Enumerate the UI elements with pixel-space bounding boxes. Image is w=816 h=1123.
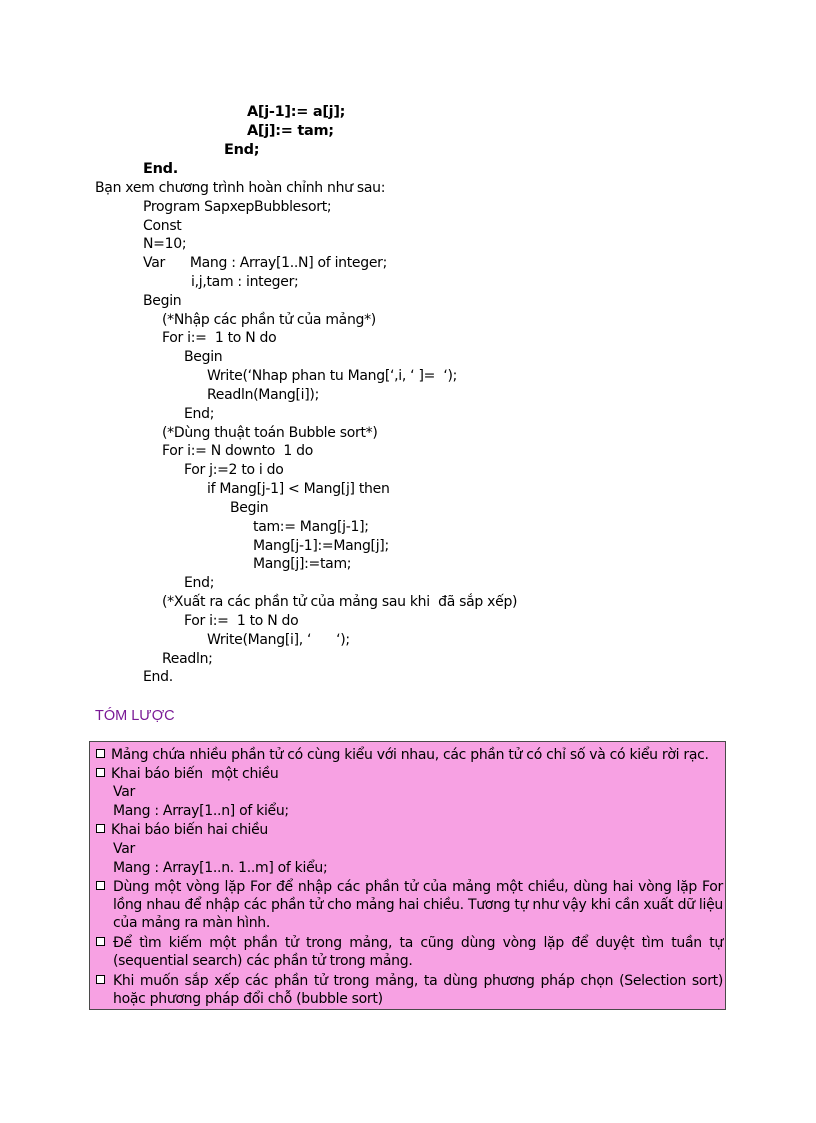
code-line: Write(‘Nhap phan tu Mang[‘,i, ‘ ]= ‘); <box>207 368 458 384</box>
code-line: tam:= Mang[j-1]; <box>253 519 369 535</box>
summary-item-text: Để tìm kiếm một phần tử trong mảng, ta cũng dùng vòng lặp để duyệt tìm tuần tự (sequential search) các phần tử trong mảng. <box>113 935 723 969</box>
code-line: For i:= N downto 1 do <box>162 443 313 459</box>
code-line: Begin <box>184 349 223 365</box>
code-line: End. <box>143 669 173 685</box>
code-comment: (*Dùng thuật toán Bubble sort*) <box>162 425 378 441</box>
summary-item-text: Dùng một vòng lặp For để nhập các phần tử của mảng một chiều, dùng hai vòng lặp For lồng nhau để nhập các phần tử cho mảng hai chiều. Tương tự như vậy khi cần xuất dữ liệu của mảng ra màn hình. <box>113 879 723 931</box>
summary-code: Mang : Array[1..n] of kiểu; <box>113 803 289 819</box>
code-line: Readln; <box>162 651 213 667</box>
checkbox-icon <box>96 768 105 777</box>
summary-item <box>96 878 111 896</box>
summary-item-text: Khi muốn sắp xếp các phần tử trong mảng, ta dùng phương pháp chọn (Selection sort) hoặc phương pháp đổi chỗ (bubble sort) <box>113 973 723 1007</box>
code-line: End; <box>184 575 215 591</box>
summary-heading: TÓM LƯỢC <box>95 708 175 724</box>
intro-text: Bạn xem chương trình hoàn chỉnh như sau: <box>95 180 386 196</box>
code-comment: (*Nhập các phần tử của mảng*) <box>162 312 376 328</box>
code-line: Const <box>143 218 182 234</box>
summary-code: Var <box>113 784 135 800</box>
code-line: Readln(Mang[i]); <box>207 387 320 403</box>
summary-box <box>89 741 726 1010</box>
code-line: Begin <box>143 293 182 309</box>
summary-item: Khai báo biến hai chiều <box>96 821 268 839</box>
code-line: Begin <box>230 500 269 516</box>
code-line: Program SapxepBubblesort; <box>143 199 332 215</box>
code-line: A[j-1]:= a[j]; <box>247 104 346 120</box>
code-line: End. <box>143 161 178 177</box>
code-line: Mang[j-1]:=Mang[j]; <box>253 538 389 554</box>
code-line: Mang[j]:=tam; <box>253 556 352 572</box>
code-line: Write(Mang[i], ‘ ‘); <box>207 632 350 648</box>
code-line: For i:= 1 to N do <box>184 613 299 629</box>
code-line: Var Mang : Array[1..N] of integer; <box>143 255 388 271</box>
code-line: if Mang[j-1] < Mang[j] then <box>207 481 390 497</box>
checkbox-icon <box>96 881 105 890</box>
checkbox-icon <box>96 975 105 984</box>
code-line: i,j,tam : integer; <box>191 274 299 290</box>
summary-code: Mang : Array[1..n. 1..m] of kiểu; <box>113 860 328 876</box>
code-line: For j:=2 to i do <box>184 462 284 478</box>
checkbox-icon <box>96 937 105 946</box>
summary-item <box>96 934 111 952</box>
code-line: A[j]:= tam; <box>247 123 334 139</box>
code-line: End; <box>224 142 260 158</box>
summary-item <box>96 972 111 990</box>
summary-item: Khai báo biến một chiều <box>96 765 279 783</box>
code-comment: (*Xuất ra các phần tử của mảng sau khi đã sắp xếp) <box>162 594 518 610</box>
code-line: N=10; <box>143 236 187 252</box>
checkbox-icon <box>96 824 105 833</box>
checkbox-icon <box>96 749 105 758</box>
summary-code: Var <box>113 841 135 857</box>
code-line: End; <box>184 406 215 422</box>
summary-item: Mảng chứa nhiều phần tử có cùng kiểu với nhau, các phần tử có chỉ số và có kiểu rời rạc. <box>96 746 709 764</box>
code-line: For i:= 1 to N do <box>162 330 277 346</box>
